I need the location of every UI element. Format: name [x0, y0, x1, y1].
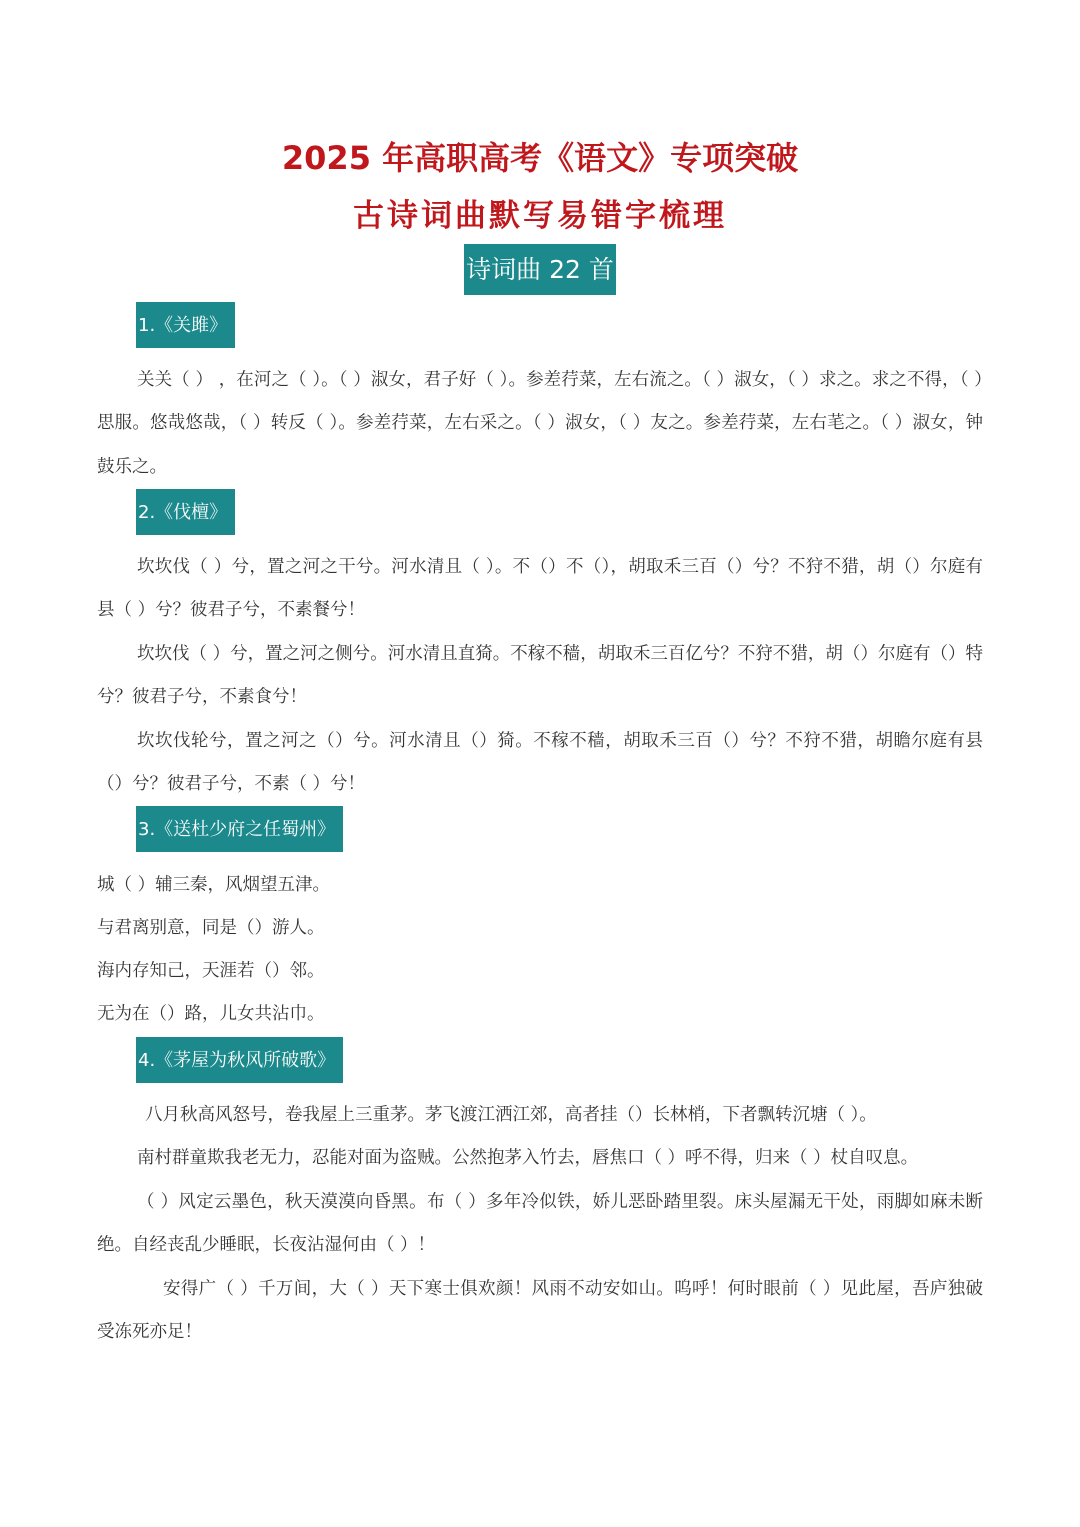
section-heading-guanju: 1.《关雎》	[136, 302, 235, 348]
page-title: 2025 年高职高考《语文》专项突破	[281, 139, 799, 177]
poem-line: 与君离别意，同是（）游人。	[97, 918, 325, 938]
poem-paragraph: （ ）风定云墨色，秋天漠漠向昏黑。布（ ）多年冷似铁，娇儿恶卧踏里裂。床头屋漏无干处，雨脚如麻未断绝。自经丧乱少睡眠，长夜沾湿何由（ ）！	[97, 1192, 983, 1256]
section-heading-maowu: 4.《茅屋为秋风所破歌》	[136, 1037, 343, 1083]
poem-paragraph: 安得广（ ）千万间，大（ ）天下寒士俱欢颜！风雨不动安如山。呜呼！何时眼前（ ）见此屋，吾庐独破受冻死亦足！	[97, 1279, 983, 1343]
poem-paragraph: 八月秋高风怒号，卷我屋上三重茅。茅飞渡江洒江郊，高者挂（）长林梢，下者飘转沉塘（ ）。	[145, 1105, 877, 1125]
page-subtitle: 古诗词曲默写易错字梳理	[353, 198, 727, 234]
poem-line: 无为在（）路，儿女共沾巾。	[97, 1004, 325, 1024]
poem-line: 海内存知己，天涯若（）邻。	[97, 961, 325, 981]
section-heading-songdushaofu: 3.《送杜少府之任蜀州》	[136, 806, 343, 852]
poem-paragraph: 坎坎伐（ ）兮，置之河之侧兮。河水清且直猗。不稼不穑，胡取禾三百亿兮？不狩不猎，胡（）尔庭有（）特兮？彼君子兮，不素食兮！	[97, 644, 983, 708]
section-heading-fatan: 2.《伐檀》	[136, 489, 235, 535]
poem-paragraph: 南村群童欺我老无力，忍能对面为盗贼。公然抱茅入竹去，唇焦口（ ）呼不得，归来（ ）杖自叹息。	[137, 1148, 919, 1168]
poem-line: 城（ ）辅三秦，风烟望五津。	[97, 875, 331, 895]
poem-paragraph: 关关（ ） ，在河之（ ）。（ ）淑女，君子好（ ）。参差荇菜，左右流之。（ ）淑女，（ ）求之。求之不得，（ ）思服。悠哉悠哉，（ ）转反（ ）。参差荇菜，左右采之。（ ）淑女，（ ）友之。参差荇菜，左右芼之。（ ）淑女，钟鼓乐之。	[97, 370, 983, 477]
poem-count-banner: 诗词曲 22 首	[464, 244, 616, 295]
poem-paragraph: 坎坎伐（ ）兮，置之河之干兮。河水清且（ ）。不（）不（），胡取禾三百（）兮？不狩不猎，胡（）尔庭有县（ ）兮？彼君子兮，不素餐兮！	[97, 557, 983, 621]
poem-paragraph: 坎坎伐轮兮，置之河之（）兮。河水清且（）猗。不稼不穑，胡取禾三百（）兮？不狩不猎，胡瞻尔庭有县（）兮？彼君子兮，不素（ ）兮！	[97, 731, 983, 795]
